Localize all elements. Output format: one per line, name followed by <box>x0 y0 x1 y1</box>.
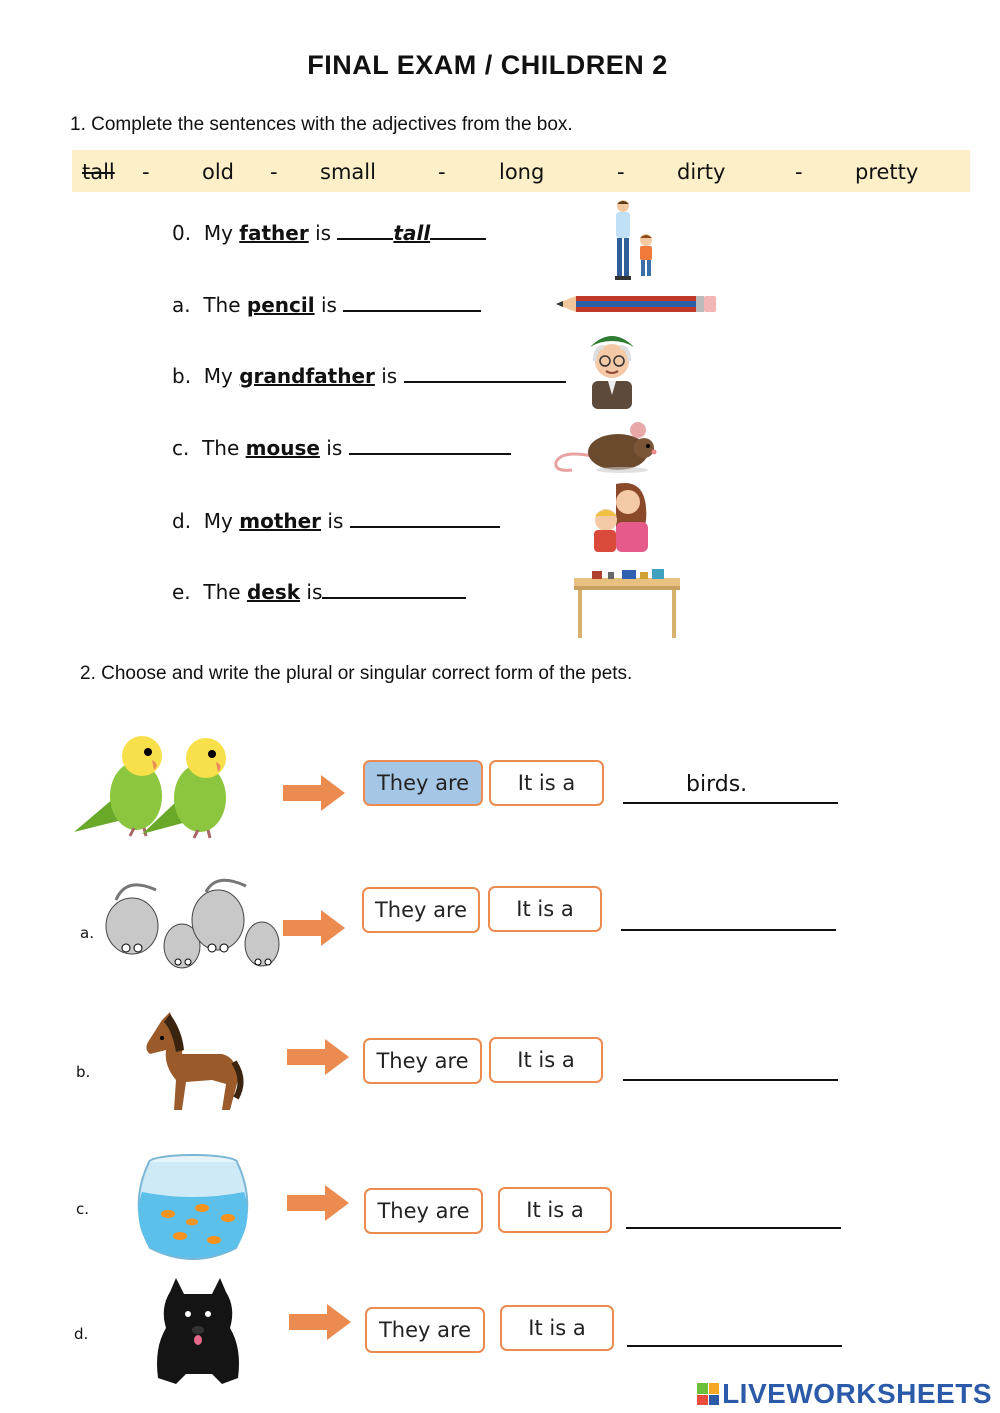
answer-blank[interactable] <box>343 290 481 312</box>
row-label: a. <box>80 924 94 942</box>
mice-picture <box>96 870 282 974</box>
arrow-icon <box>287 1185 349 1221</box>
sentence-a: a. The pencil is <box>172 290 481 317</box>
arrow-icon <box>283 775 345 811</box>
word-box-separator: - <box>617 160 625 184</box>
answer-line[interactable] <box>621 929 836 931</box>
row-label: b. <box>76 1063 91 1081</box>
word-box-separator: - <box>270 160 278 184</box>
arrow-icon <box>289 1304 351 1340</box>
option-it-is-a[interactable]: It is a <box>498 1187 612 1233</box>
arrow-icon <box>283 910 345 946</box>
option-they-are[interactable]: They are <box>365 1307 485 1353</box>
option-they-are[interactable]: They are <box>362 887 480 933</box>
section1-instruction: 1. Complete the sentences with the adjectives from the box. <box>70 114 573 135</box>
answer-blank[interactable] <box>349 433 511 455</box>
option-they-are-selected[interactable]: They are <box>363 760 483 806</box>
option-it-is-a[interactable]: It is a <box>489 1037 603 1083</box>
option-they-are[interactable]: They are <box>363 1038 482 1084</box>
example-answer: birds. <box>686 772 748 797</box>
word-box-separator: - <box>142 160 150 184</box>
word-box-item: old <box>202 160 235 184</box>
answer-line[interactable] <box>623 1079 838 1081</box>
sentence-b: b. My grandfather is <box>172 361 566 388</box>
mouse-picture <box>552 420 658 476</box>
arrow-icon <box>287 1039 349 1075</box>
option-they-are[interactable]: They are <box>364 1188 483 1234</box>
word-box-item: long <box>499 160 545 184</box>
sentence-d: d. My mother is <box>172 506 500 533</box>
answer-line[interactable] <box>626 1227 841 1229</box>
word-box-item: pretty <box>855 160 919 184</box>
answer-line[interactable] <box>627 1345 842 1347</box>
option-it-is-a[interactable]: It is a <box>488 886 602 932</box>
option-it-is-a[interactable]: It is a <box>489 760 604 806</box>
word-box-separator: - <box>438 160 446 184</box>
liveworksheets-logo <box>697 1378 992 1410</box>
liveworksheets-icon <box>697 1383 719 1405</box>
word-box-item: tall <box>82 160 115 184</box>
black-dog-picture <box>152 1278 244 1388</box>
answer-line[interactable] <box>623 802 838 804</box>
horse-picture <box>142 1010 244 1112</box>
answer-blank[interactable] <box>350 506 500 528</box>
grandfather-picture <box>584 325 640 409</box>
answer-blank[interactable] <box>404 361 566 383</box>
row-label: c. <box>76 1200 90 1218</box>
word-box <box>72 150 970 192</box>
fishbowl-picture <box>132 1152 254 1266</box>
word-box-item: dirty <box>677 160 726 184</box>
example-answer: tall <box>393 221 431 245</box>
answer-blank[interactable] <box>322 577 466 599</box>
two-budgies-picture <box>74 728 242 840</box>
section2-instruction: 2. Choose and write the plural or singular correct form of the pets. <box>80 663 633 684</box>
brand-text: LIVEWORKSHEETS <box>722 1378 992 1409</box>
mother-and-child-picture <box>588 478 650 552</box>
sentence-example: 0. My father is tall <box>172 218 486 245</box>
option-it-is-a[interactable]: It is a <box>500 1305 614 1351</box>
word-box-separator: - <box>795 160 803 184</box>
sentence-c: c. The mouse is <box>172 433 511 460</box>
pencil-picture <box>556 293 718 315</box>
sentence-e: e. The desk is <box>172 577 466 604</box>
page-title: FINAL EXAM / CHILDREN 2 <box>307 50 668 80</box>
word-box-item: small <box>320 160 376 184</box>
dirty-desk-picture <box>572 566 682 640</box>
father-and-son-picture <box>608 198 658 282</box>
row-label: d. <box>74 1325 89 1343</box>
